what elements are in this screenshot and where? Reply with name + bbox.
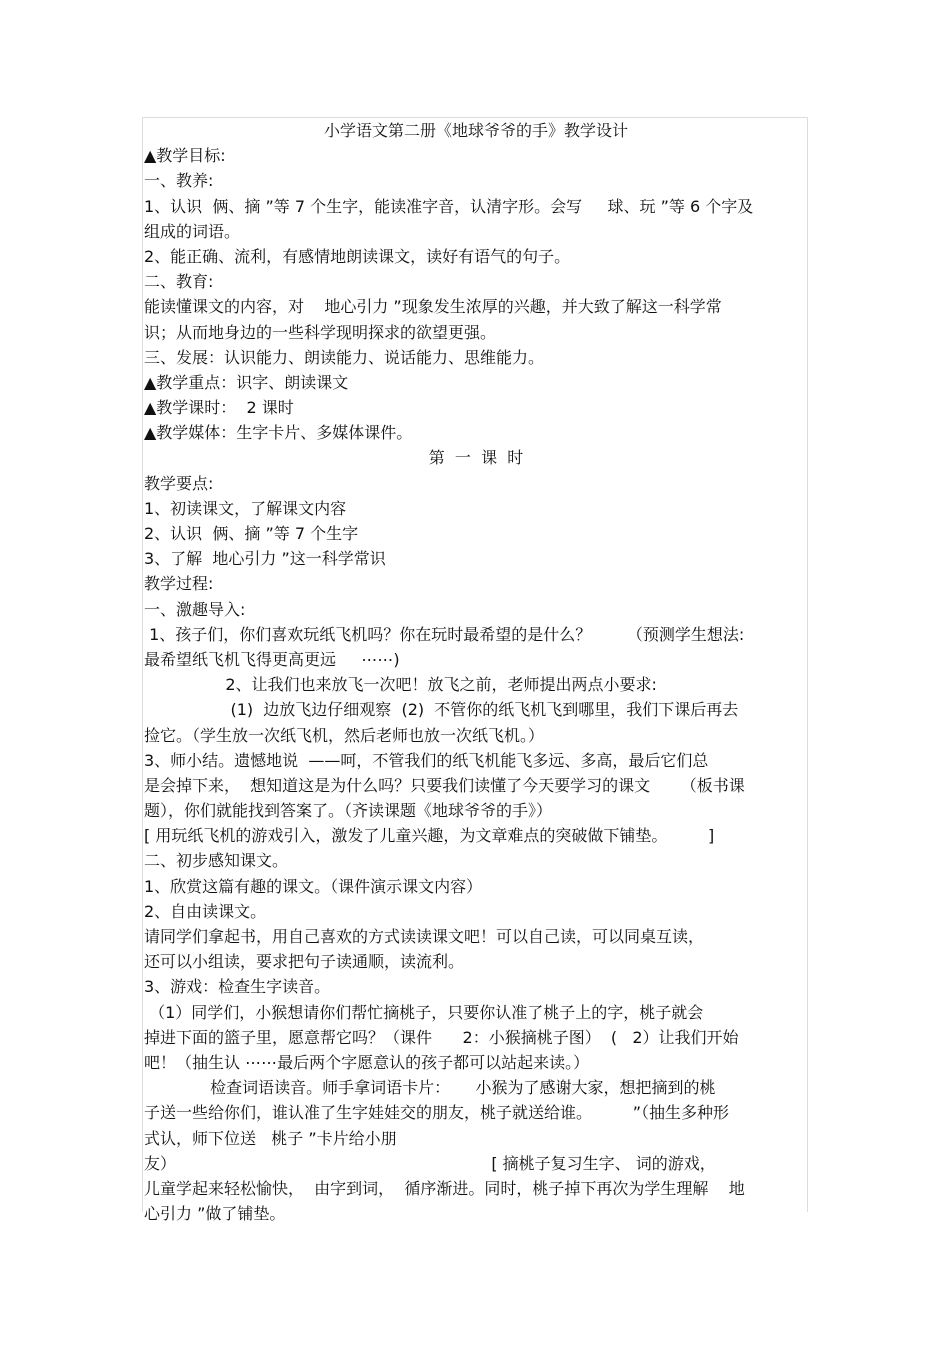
text-line: 最希望纸飞机飞得更高更远 ⋯⋯) xyxy=(144,649,400,669)
text-line: 子送一些给你们，谁认准了生字娃娃交的朋友，桃子就送给谁。 ”（抽生多种形 xyxy=(144,1103,729,1123)
text-line: 3、了解 地心引力 ”这一科学常识 xyxy=(144,549,386,569)
text-line: 1、认识 俩、摘 ”等 7 个生字，能读准字音，认清字形。会写 球、玩 ”等 6 个字及 xyxy=(144,196,754,216)
text-line: 识；从而地身边的一些科学现明探求的欲望更强。 xyxy=(144,322,497,342)
text-line: 请同学们拿起书，用自己喜欢的方式读读课文吧！可以自己读，可以同桌互读， xyxy=(144,927,705,946)
text-line: [ 用玩纸飞机的游戏引入，激发了儿童兴趣，为文章难点的突破做下铺垫。 ] xyxy=(144,826,715,846)
text-line: 2、让我们也来放飞一次吧！放飞之前，老师提出两点小要求: xyxy=(144,675,657,695)
text-line: 2、自由读课文。 xyxy=(144,901,267,921)
text-line: 检查词语读音。师手拿词语卡片： 小猴为了感谢大家，想把摘到的桃 xyxy=(144,1078,716,1098)
text-line: (1) 边放飞边仔细观察 (2) 不管你的纸飞机飞到哪里，我们下课后再去 xyxy=(144,700,739,720)
text-line: 1、初读课文，了解课文内容 xyxy=(144,498,347,518)
text-line: 题），你们就能找到答案了。（齐读课题《地球爷爷的手》） xyxy=(144,801,553,821)
text-line: 一、教养: xyxy=(144,171,214,191)
text-line: 捡它。（学生放一次纸飞机，然后老师也放一次纸飞机。） xyxy=(144,725,545,745)
text-line: ▲教学媒体：生字卡片、多媒体课件。 xyxy=(144,423,413,443)
text-line: 心引力 ”做了铺垫。 xyxy=(144,1204,286,1224)
text-line: 教学要点: xyxy=(144,473,214,493)
text-line: ▲教学课时： 2 课时 xyxy=(144,398,294,418)
text-line: 三、发展：认识能力、朗读能力、说话能力、思维能力。 xyxy=(144,347,545,367)
section-heading: 第 一 课 时 xyxy=(428,448,524,468)
text-line: 2、认识 俩、摘 ”等 7 个生字 xyxy=(144,524,359,543)
text-line: 友） [ 摘桃子复习生字、 词的游戏， xyxy=(144,1153,716,1173)
text-line: 1、欣赏这篇有趣的课文。（课件演示课文内容） xyxy=(144,876,483,896)
text-line: 儿童学起来轻松愉快， 由字到词， 循序渐进。同时，桃子掉下再次为学生理解 地 xyxy=(144,1178,745,1198)
text-line: ▲教学重点：识字、朗读课文 xyxy=(144,372,349,392)
text-line: 3、游戏：检查生字读音。 xyxy=(144,977,331,997)
text-line: 组成的词语。 xyxy=(144,221,241,241)
text-line: 掉进下面的篮子里，愿意帮它吗？（课件 2：小猴摘桃子图） ( 2）让我们开始 xyxy=(144,1027,739,1047)
text-line: 教学过程: xyxy=(144,574,214,594)
text-line: 吧！（抽生认 ⋯⋯最后两个字愿意认的孩子都可以站起来读。） xyxy=(144,1052,590,1072)
document-body xyxy=(144,118,808,1226)
text-line: （1）同学们，小猴想请你们帮忙摘桃子，只要你认准了桃子上的字，桃子就会 xyxy=(144,1002,704,1022)
text-line: 1、孩子们，你们喜欢玩纸飞机吗？你在玩时最希望的是什么？ （预测学生想法: xyxy=(144,624,745,644)
text-line: 式认，师下位送 桃子 ”卡片给小朋 xyxy=(144,1128,397,1148)
text-line: 是会掉下来， 想知道这是为什么吗？只要我们读懂了今天要学习的课文 （板书课 xyxy=(144,775,745,795)
text-line: 二、初步感知课文。 xyxy=(144,851,289,871)
text-line: 2、能正确、流利，有感情地朗读课文，读好有语气的句子。 xyxy=(144,246,571,266)
text-line: 一、激趣导入: xyxy=(144,599,246,619)
text-line: 还可以小组读，要求把句子读通顺，读流利。 xyxy=(144,952,465,972)
document-title: 小学语文第二册《地球爷爷的手》教学设计 xyxy=(323,121,628,140)
text-line: ▲教学目标: xyxy=(144,146,226,166)
text-line: 二、教育: xyxy=(144,272,214,292)
text-line: 能读懂课文的内容，对 地心引力 ”现象发生浓厚的兴趣，并大致了解这一科学常 xyxy=(144,297,722,317)
text-line: 3、师小结。遗憾地说 ——呵，不管我们的纸飞机能飞多远、多高，最后它们总 xyxy=(144,750,709,770)
